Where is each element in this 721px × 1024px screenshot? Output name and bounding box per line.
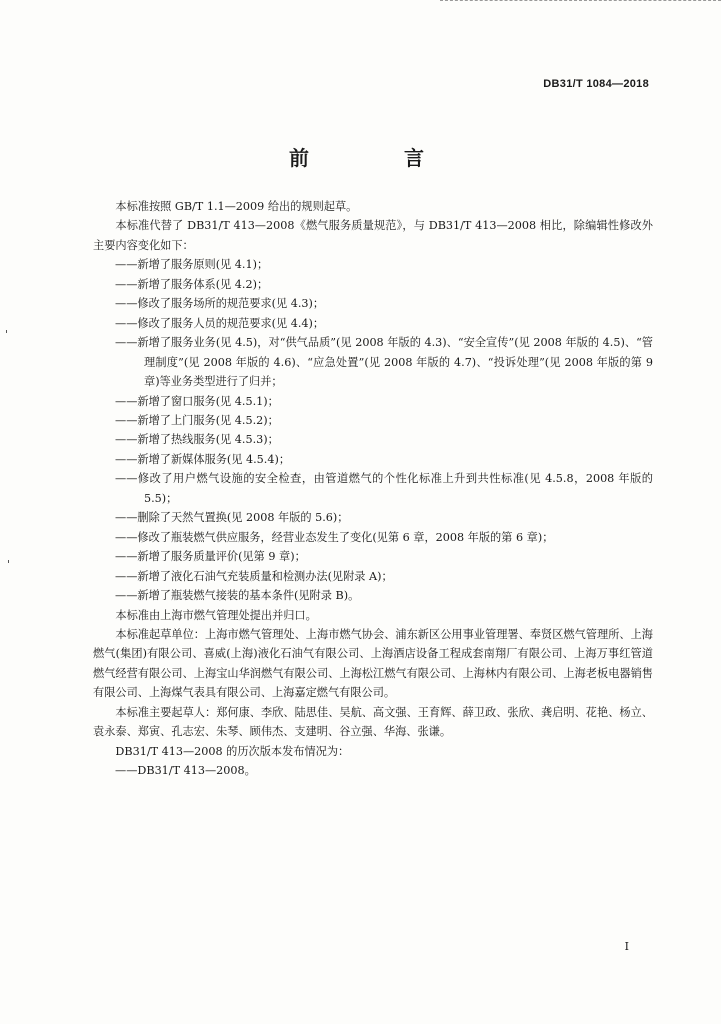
change-item: ——新增了热线服务(见 4.5.3)； bbox=[115, 433, 279, 447]
preface-body bbox=[93, 197, 653, 781]
change-item: ——新增了服务业务(见 4.5)，对“供气品质”(见 2008 年版的 4.3)、“安全宣传”(见 2008 年版的 4.5)、“管理制度”(见 2008 年版的 4.6)、“应急处置”(见 2008 年版的 4.7)、“投诉处理”(见 2008 年版的第 9 章)等业务类型进行了归并； bbox=[115, 336, 653, 389]
page-title: 前 言 bbox=[289, 146, 468, 170]
intro-paragraph: 本标准按照 GB/T 1.1—2009 给出的规则起草。 bbox=[115, 200, 358, 213]
intro-paragraph: 本标准代替了 DB31/T 413—2008《燃气服务质量规范》，与 DB31/T 413—2008 相比，除编辑性修改外主要内容变化如下： bbox=[93, 219, 653, 252]
change-item: ——新增了上门服务(见 4.5.2)； bbox=[115, 413, 279, 427]
change-item: ——删除了天然气置换(见 2008 年版的 5.6)； bbox=[115, 511, 349, 525]
closing-paragraph: DB31/T 413—2008 的历次版本发布情况为： bbox=[115, 744, 350, 758]
change-item: ——新增了新媒体服务(见 4.5.4)； bbox=[115, 452, 291, 466]
change-item: ——修改了服务场所的规范要求(见 4.3)； bbox=[115, 297, 325, 311]
change-item: ——新增了服务原则(见 4.1)； bbox=[115, 258, 269, 272]
closing-paragraph: 本标准起草单位：上海市燃气管理处、上海市燃气协会、浦东新区公用事业管理署、奉贤区燃气管理所、上海燃气(集团)有限公司、喜威(上海)液化石油气有限公司、上海酒店设备工程成套南翔厂有限公司、上海万事红管道燃气经营有限公司、上海宝山华润燃气有限公司、上海松江燃气有限公司、上海林内有限公司、上海老板电器销售有限公司、上海煤气表具有限公司、上海嘉定燃气有限公司。 bbox=[93, 627, 653, 700]
change-item: ——新增了窗口服务(见 4.5.1)； bbox=[115, 394, 279, 408]
change-item: ——新增了瓶装燃气接装的基本条件(见附录 B)。 bbox=[115, 589, 360, 603]
change-item: ——新增了液化石油气充装质量和检测办法(见附录 A)； bbox=[115, 569, 393, 583]
page-number: I bbox=[624, 940, 629, 953]
change-item: ——修改了服务人员的规范要求(见 4.4)； bbox=[115, 316, 325, 330]
change-item: ——新增了服务体系(见 4.2)； bbox=[115, 277, 269, 291]
scan-speck bbox=[8, 560, 9, 563]
change-item: ——修改了瓶装燃气供应服务，经营业态发生了变化(见第 6 章，2008 年版的第 6 章)； bbox=[115, 530, 554, 544]
history-item: ——DB31/T 413—2008。 bbox=[115, 764, 256, 778]
scan-speck bbox=[6, 330, 7, 333]
change-item: ——修改了用户燃气设施的安全检查，由管道燃气的个性化标准上升到共性标准(见 4.5.8，2008 年版的 5.5)； bbox=[115, 472, 653, 505]
closing-paragraph: 本标准主要起草人：郑何康、李欣、陆思佳、吴航、高文强、王育辉、薛卫政、张欣、龚启明、花艳、杨立、袁永泰、郑寅、孔志宏、朱琴、顾伟杰、支建明、谷立强、华海、张谦。 bbox=[93, 705, 653, 739]
closing-paragraph: 本标准由上海市燃气管理处提出并归口。 bbox=[115, 608, 317, 622]
change-item: ——新增了服务质量评价(见第 9 章)； bbox=[115, 550, 306, 564]
scan-edge-line bbox=[440, 0, 721, 1]
document-id: DB31/T 1084—2018 bbox=[543, 78, 649, 90]
